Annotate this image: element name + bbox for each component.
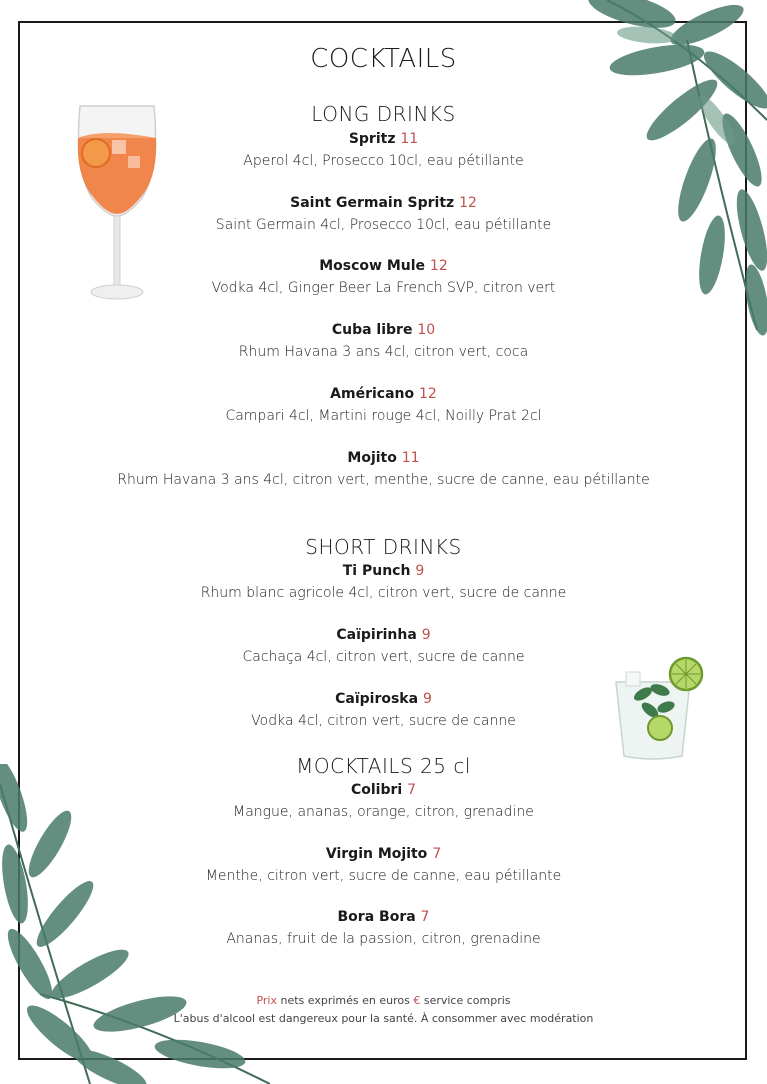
- item-name: Bora Bora: [337, 909, 416, 925]
- item-price: 12: [429, 258, 448, 274]
- item-description: Vodka 4cl, citron vert, sucre de canne: [251, 713, 516, 729]
- item-price: 12: [459, 195, 477, 211]
- section-title-mocktails: MOCKTAILS 25 cl: [296, 754, 471, 778]
- item-price: 7: [420, 909, 430, 925]
- item-name: Caïpiroska: [335, 691, 419, 707]
- item-description: Saint Germain 4cl, Prosecco 10cl, eau pétillante: [215, 217, 552, 233]
- item-price: 7: [432, 846, 442, 862]
- menu-item-mojito: [0, 449, 767, 491]
- menu-item-saint-germain-spritz: [0, 194, 767, 236]
- item-name: Colibri: [350, 782, 403, 798]
- item-name: Moscow Mule: [319, 258, 426, 274]
- item-name: Ti Punch: [342, 563, 411, 579]
- footer-line1-end: service compris: [420, 994, 511, 1007]
- item-price: 11: [401, 450, 420, 466]
- item-price: 11: [400, 131, 419, 147]
- footer-price-note: [0, 994, 767, 1007]
- menu-item-spritz: [0, 130, 767, 172]
- item-description: Cachaça 4cl, citron vert, sucre de canne: [242, 649, 525, 665]
- item-price: 10: [417, 322, 436, 338]
- item-name: Caïpirinha: [336, 627, 417, 643]
- item-description: Menthe, citron vert, sucre de canne, eau pétillante: [205, 868, 562, 884]
- item-description: Rhum Havana 3 ans 4cl, citron vert, coca: [238, 344, 529, 360]
- item-price: 9: [415, 563, 425, 579]
- item-description: Rhum Havana 3 ans 4cl, citron vert, menthe, sucre de canne, eau pétillante: [117, 472, 650, 488]
- menu-item-moscow-mule: [0, 257, 767, 299]
- item-name: Spritz: [348, 131, 396, 147]
- item-name: Mojito: [347, 450, 397, 466]
- item-description: Vodka 4cl, Ginger Beer La French SVP, citron vert: [211, 280, 556, 296]
- menu-item-bora-bora: [0, 908, 767, 950]
- footer-line1-rest: nets exprimés en euros: [276, 994, 414, 1007]
- menu-item-ti-punch: [0, 562, 767, 604]
- menu-item-americano: [0, 385, 767, 427]
- menu-item-caipiroska: [0, 690, 767, 732]
- footer-alcohol-warning: L'abus d'alcool est dangereux pour la santé. À consommer avec modération: [173, 1012, 594, 1025]
- item-description: Rhum blanc agricole 4cl, citron vert, sucre de canne: [200, 585, 567, 601]
- page-title: COCKTAILS: [310, 44, 457, 74]
- item-name: Saint Germain Spritz: [290, 195, 455, 211]
- section-title-long-drinks: LONG DRINKS: [311, 102, 456, 126]
- menu-item-colibri: [0, 781, 767, 823]
- menu-item-caipirinha: [0, 626, 767, 668]
- item-price: 12: [419, 386, 437, 402]
- item-description: Campari 4cl, Martini rouge 4cl, Noilly Prat 2cl: [225, 408, 542, 424]
- item-price: 9: [422, 691, 432, 707]
- item-description: Mangue, ananas, orange, citron, grenadine: [233, 804, 534, 820]
- item-description: Aperol 4cl, Prosecco 10cl, eau pétillante: [243, 153, 524, 169]
- item-price: 9: [421, 627, 431, 643]
- item-name: Virgin Mojito: [325, 846, 428, 862]
- item-description: Ananas, fruit de la passion, citron, grenadine: [226, 931, 541, 947]
- euro-icon: €: [413, 994, 421, 1007]
- menu-item-virgin-mojito: [0, 845, 767, 887]
- footer-prix: Prix: [256, 994, 277, 1007]
- item-name: Cuba libre: [331, 322, 413, 338]
- menu-item-cuba-libre: [0, 321, 767, 363]
- item-price: 7: [407, 782, 416, 798]
- section-title-short-drinks: SHORT DRINKS: [305, 535, 462, 559]
- item-name: Américano: [330, 386, 415, 402]
